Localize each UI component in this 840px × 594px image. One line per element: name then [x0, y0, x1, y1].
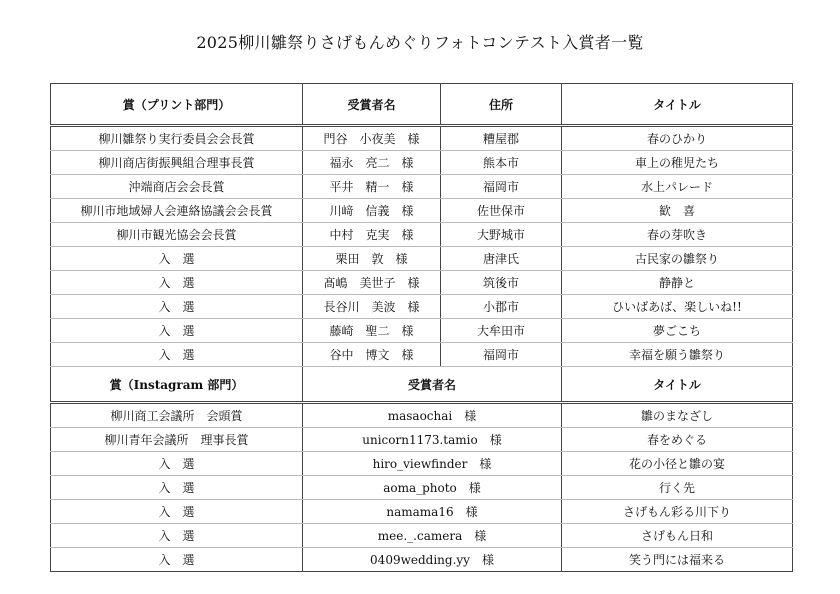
table-row — [51, 452, 793, 476]
address-cell: 唐津氏 — [441, 247, 562, 271]
address-cell: 大野城市 — [441, 223, 562, 247]
print-header-row — [51, 84, 793, 126]
table-row — [51, 428, 793, 452]
award-cell: 柳川商工会議所 会頭賞 — [51, 403, 303, 428]
address-cell: 佐世保市 — [441, 199, 562, 223]
table-row — [51, 343, 793, 367]
photo-title-cell: 古民家の雛祭り — [562, 247, 793, 271]
award-cell: 柳川市地域婦人会連絡協議会会長賞 — [51, 199, 303, 223]
address-cell: 小郡市 — [441, 295, 562, 319]
photo-title-cell: 幸福を願う雛祭り — [562, 343, 793, 367]
photo-title-cell: 春の芽吹き — [562, 223, 793, 247]
photo-title-cell: 雛のまなざし — [562, 403, 793, 428]
award-cell: 柳川市観光協会会長賞 — [51, 223, 303, 247]
winner-name-cell: 谷中 博文 様 — [303, 343, 441, 367]
header-address: 住所 — [441, 84, 562, 126]
address-cell: 筑後市 — [441, 271, 562, 295]
winners-table — [50, 83, 793, 572]
table-row — [51, 151, 793, 175]
photo-title-cell: さげもん彩る川下り — [562, 500, 793, 524]
instagram-header-row — [51, 367, 793, 403]
award-cell: 入 選 — [51, 343, 303, 367]
table-row — [51, 319, 793, 343]
photo-title-cell: 水上パレード — [562, 175, 793, 199]
table-row — [51, 548, 793, 572]
instagram-account-cell: hiro_viewfinder 様 — [303, 452, 562, 476]
photo-title-cell: 春をめぐる — [562, 428, 793, 452]
winner-name-cell: 川﨑 信義 様 — [303, 199, 441, 223]
address-cell: 糟屋郡 — [441, 126, 562, 151]
winner-name-cell: 平井 精一 様 — [303, 175, 441, 199]
table-row — [51, 476, 793, 500]
award-cell: 入 選 — [51, 524, 303, 548]
winner-name-cell: 藤崎 聖二 様 — [303, 319, 441, 343]
table-row — [51, 199, 793, 223]
photo-title-cell: 歓 喜 — [562, 199, 793, 223]
table-row — [51, 403, 793, 428]
photo-title-cell: 静静と — [562, 271, 793, 295]
instagram-account-cell: aoma_photo 様 — [303, 476, 562, 500]
award-cell: 柳川雛祭り実行委員会会長賞 — [51, 126, 303, 151]
table-row — [51, 295, 793, 319]
instagram-account-cell: 0409wedding.yy 様 — [303, 548, 562, 572]
winner-name-cell: 髙嶋 美世子 様 — [303, 271, 441, 295]
instagram-account-cell: mee._.camera 様 — [303, 524, 562, 548]
table-row — [51, 247, 793, 271]
header-name: 受賞者名 — [303, 367, 562, 403]
award-cell: 柳川青年会議所 理事長賞 — [51, 428, 303, 452]
award-cell: 沖端商店会会長賞 — [51, 175, 303, 199]
photo-title-cell: 車上の稚児たち — [562, 151, 793, 175]
page-title: 2025柳川雛祭りさげもんめぐりフォトコンテスト入賞者一覧 — [196, 33, 644, 52]
header-title: タイトル — [562, 367, 793, 403]
award-cell: 入 選 — [51, 476, 303, 500]
photo-title-cell: 夢ごこち — [562, 319, 793, 343]
award-cell: 柳川商店街振興組合理事長賞 — [51, 151, 303, 175]
address-cell: 大牟田市 — [441, 319, 562, 343]
header-title: タイトル — [562, 84, 793, 126]
header-award: 賞（Instagram 部門） — [51, 367, 303, 403]
photo-title-cell: 花の小径と雛の宴 — [562, 452, 793, 476]
header-award: 賞（プリント部門） — [51, 84, 303, 126]
winner-name-cell: 栗田 敦 様 — [303, 247, 441, 271]
award-cell: 入 選 — [51, 500, 303, 524]
award-cell: 入 選 — [51, 295, 303, 319]
award-cell: 入 選 — [51, 319, 303, 343]
instagram-account-cell: unicorn1173.tamio 様 — [303, 428, 562, 452]
winner-name-cell: 長谷川 美波 様 — [303, 295, 441, 319]
address-cell: 福岡市 — [441, 175, 562, 199]
table-row — [51, 271, 793, 295]
table-row — [51, 524, 793, 548]
award-cell: 入 選 — [51, 548, 303, 572]
winner-name-cell: 福永 亮二 様 — [303, 151, 441, 175]
award-cell: 入 選 — [51, 247, 303, 271]
table-row — [51, 223, 793, 247]
photo-title-cell: 行く先 — [562, 476, 793, 500]
instagram-account-cell: masaochai 様 — [303, 403, 562, 428]
photo-title-cell: ひいばあば、楽しいね!! — [562, 295, 793, 319]
header-name: 受賞者名 — [303, 84, 441, 126]
table-row — [51, 175, 793, 199]
address-cell: 福岡市 — [441, 343, 562, 367]
winner-name-cell: 門谷 小夜美 様 — [303, 126, 441, 151]
instagram-account-cell: namama16 様 — [303, 500, 562, 524]
table-row — [51, 500, 793, 524]
photo-title-cell: さげもん日和 — [562, 524, 793, 548]
winner-name-cell: 中村 克実 様 — [303, 223, 441, 247]
address-cell: 熊本市 — [441, 151, 562, 175]
award-cell: 入 選 — [51, 271, 303, 295]
award-cell: 入 選 — [51, 452, 303, 476]
photo-title-cell: 春のひかり — [562, 126, 793, 151]
table-row — [51, 126, 793, 151]
photo-title-cell: 笑う門には福来る — [562, 548, 793, 572]
